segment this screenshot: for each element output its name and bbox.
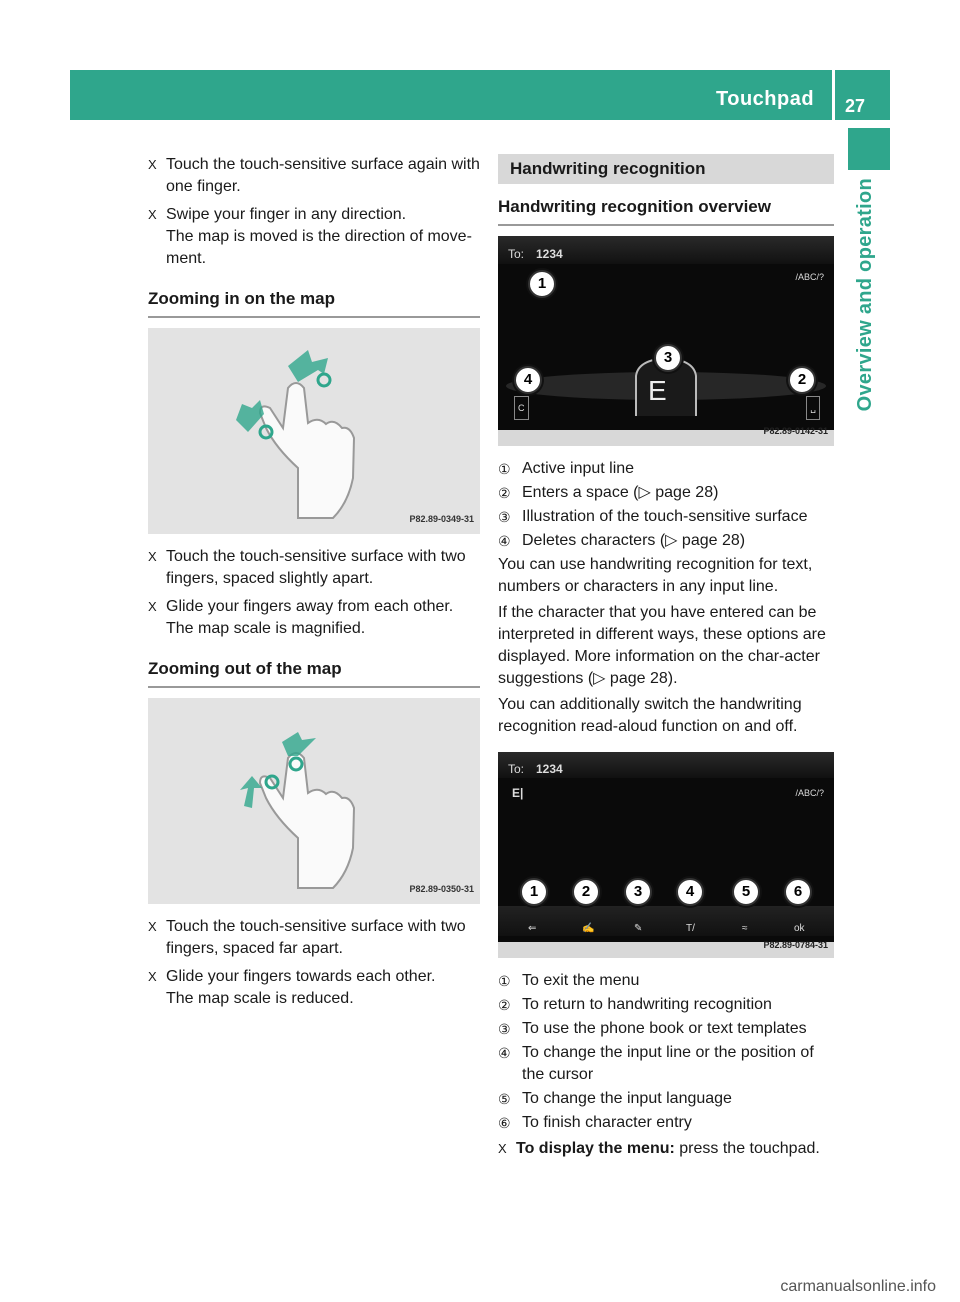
callout-2: 2 (788, 366, 816, 394)
delete-button-icon: C (514, 396, 529, 420)
to-value: 1234 (536, 762, 563, 776)
legend-text: Active input line (522, 460, 635, 477)
handwritten-letter: E (648, 375, 667, 406)
legend-number: ④ (498, 533, 511, 549)
side-section-label: Overview and operation (854, 178, 876, 412)
step-marker: X (148, 207, 157, 222)
step-text: press the touchpad. (674, 1140, 820, 1157)
input-text: E| (512, 786, 524, 800)
step-result: The map scale is reduced. (166, 990, 354, 1007)
step-marker: X (498, 1141, 507, 1156)
body-paragraph: You can additionally switch the handwriting recognition read-aloud function on and off. (498, 696, 802, 735)
phonebook-icon: ✎ (634, 923, 643, 934)
step-text: Touch the touch-sensitive surface with two fingers, spaced far apart. (166, 918, 466, 957)
language-icon: ≈ (742, 923, 748, 934)
legend-number: ③ (498, 509, 511, 525)
step-marker: X (148, 919, 157, 934)
space-button-icon: ␣ (806, 396, 820, 420)
cursor-position-icon: T/ (686, 923, 695, 934)
step-item (148, 546, 480, 590)
step-item (148, 966, 480, 1010)
hand-spread-gesture-icon (148, 328, 480, 534)
legend-number: ④ (498, 1045, 511, 1061)
callout-6: 6 (784, 878, 812, 906)
menu-bar (498, 906, 834, 936)
step-text: Touch the touch-sensitive surface again with one finger. (166, 156, 480, 195)
legend-number: ⑤ (498, 1091, 511, 1107)
to-label: To: (508, 762, 525, 776)
section-heading-overview: Handwriting recognition overview (498, 197, 771, 216)
figure-code: P82.89-0142-31 (763, 426, 828, 436)
legend-item (498, 994, 834, 1016)
callout-2: 2 (572, 878, 600, 906)
step-item (148, 916, 480, 960)
step-marker: X (148, 969, 157, 984)
header-title: Touchpad (716, 88, 815, 110)
to-label: To: (508, 247, 525, 261)
legend-item (498, 458, 834, 480)
to-value: 1234 (536, 247, 563, 261)
legend-number: ② (498, 997, 511, 1013)
legend-text: To exit the menu (522, 972, 640, 989)
touch-surface-outline-icon (498, 236, 834, 446)
legend-text: To finish character entry (522, 1114, 692, 1131)
watermark: carmanualsonline.info (780, 1278, 936, 1295)
legend-item (498, 530, 834, 552)
heading-rule (148, 316, 480, 318)
legend-item (498, 506, 834, 528)
step-item (148, 596, 480, 640)
figure-code: P82.89-0784-31 (763, 940, 828, 950)
figure-code: P82.89-0350-31 (409, 884, 474, 894)
callout-1: 1 (528, 270, 556, 298)
side-tab-block (848, 128, 890, 170)
zoom-out-illustration (148, 698, 480, 904)
legend-number: ① (498, 973, 511, 989)
legend-number: ⑥ (498, 1115, 511, 1131)
legend-item (498, 1042, 834, 1086)
step-text: Glide your fingers towards each other. (166, 968, 436, 985)
heading-rule (148, 686, 480, 688)
section-heading-zoom-out: Zooming out of the map (148, 659, 342, 678)
legend-text: To change the input line or the position of the cursor (522, 1044, 814, 1083)
section-band: Handwriting recognition (498, 154, 834, 184)
step-result: The map scale is magnified. (166, 620, 366, 637)
step-text: Glide your fingers away from each other. (166, 598, 454, 615)
handwriting-icon: ✍ (582, 923, 595, 934)
page-number: 27 (845, 96, 866, 116)
ok-button: ok (794, 923, 805, 934)
step-marker: X (148, 157, 157, 172)
step-item (148, 154, 480, 198)
handwriting-menu-screen-illustration (498, 752, 834, 958)
legend-text: Illustration of the touch-sensitive surface (522, 508, 808, 525)
callout-3: 3 (654, 344, 682, 372)
legend-item (498, 1018, 834, 1040)
legend-item (498, 482, 834, 504)
callout-5: 5 (732, 878, 760, 906)
left-column (148, 154, 480, 1016)
exit-menu-icon: ⇐ (528, 923, 537, 934)
step-text: Touch the touch-sensitive surface with two fingers, spaced slightly apart. (166, 548, 466, 587)
legend-text: Deletes characters (▷ page 28) (522, 532, 746, 549)
figure-code: P82.89-0349-31 (409, 514, 474, 524)
input-mode-indicator: /ABC/? (795, 788, 824, 798)
callout-4: 4 (514, 366, 542, 394)
legend-number: ② (498, 485, 511, 501)
callout-1: 1 (520, 878, 548, 906)
legend-number: ③ (498, 1021, 511, 1037)
body-paragraph: If the character that you have entered can be interpreted in different ways, these options are displayed. More information on the char-acter suggestions (▷ page 28). (498, 604, 826, 687)
body-paragraph: You can use handwriting recognition for text, numbers or characters in any input line. (498, 556, 813, 595)
step-label: To display the menu: (516, 1140, 675, 1157)
step-result: The map is moved is the direction of move-ment. (166, 228, 472, 267)
legend-text: To return to handwriting recognition (522, 996, 772, 1013)
step-marker: X (148, 599, 157, 614)
callout-3: 3 (624, 878, 652, 906)
step-marker: X (148, 549, 157, 564)
header-divider (832, 70, 835, 120)
hand-pinch-gesture-icon (148, 698, 480, 904)
step-item (148, 204, 480, 270)
legend-text: To use the phone book or text templates (522, 1020, 807, 1037)
legend-text: Enters a space (▷ page 28) (522, 484, 719, 501)
legend-item (498, 1088, 834, 1110)
handwriting-screen-illustration (498, 236, 834, 446)
legend-item (498, 1112, 834, 1134)
legend-number: ① (498, 461, 511, 477)
callout-4: 4 (676, 878, 704, 906)
step-item (498, 1138, 834, 1160)
legend-text: To change the input language (522, 1090, 732, 1107)
step-text: Swipe your finger in any direction. (166, 206, 407, 223)
right-column (498, 154, 834, 1166)
heading-rule (498, 224, 834, 226)
legend-item (498, 970, 834, 992)
section-heading-zoom-in: Zooming in on the map (148, 289, 335, 308)
input-mode-indicator: /ABC/? (795, 272, 824, 282)
zoom-in-illustration (148, 328, 480, 534)
